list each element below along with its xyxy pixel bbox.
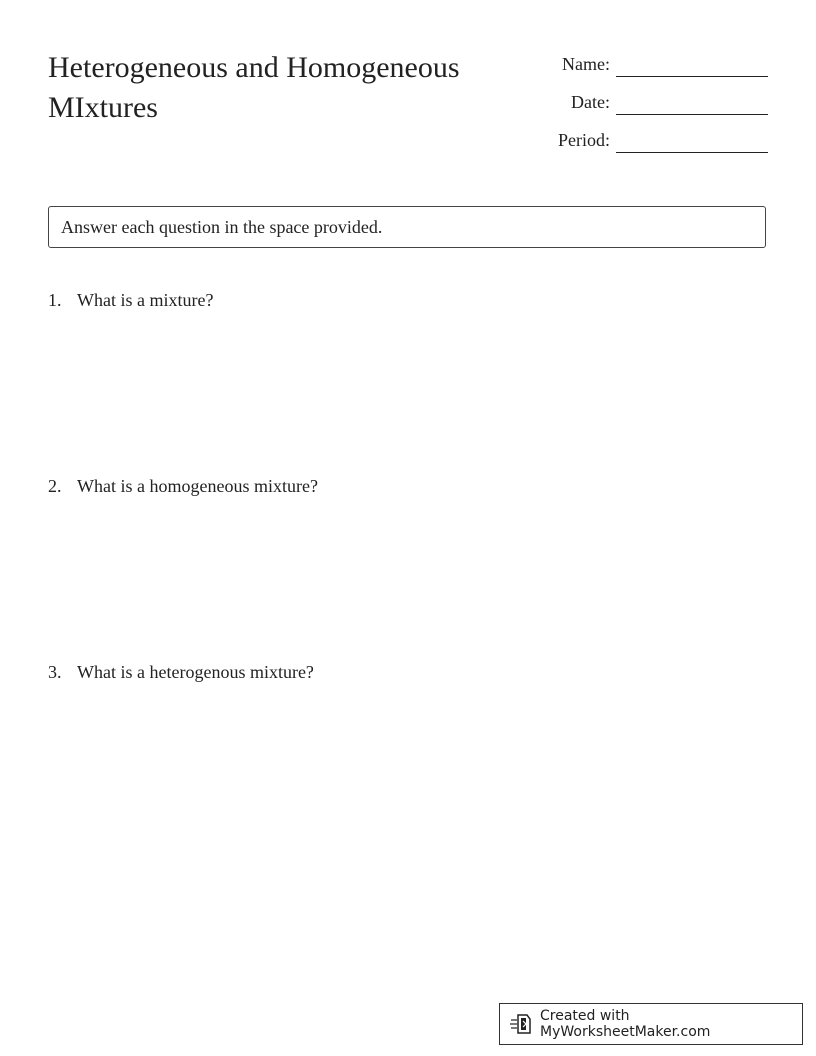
name-field (520, 52, 768, 90)
question-text: What is a homogeneous mixture? (77, 476, 318, 496)
name-label: Name: (562, 54, 610, 74)
date-label: Date: (571, 92, 610, 112)
footer-badge[interactable] (499, 1003, 803, 1045)
question-number: 1. (48, 290, 62, 310)
question-item (48, 660, 314, 684)
period-label: Period: (558, 130, 610, 150)
student-info-fields (520, 52, 768, 166)
question-number: 2. (48, 476, 62, 496)
name-blank-line (616, 76, 768, 77)
period-field (520, 128, 768, 166)
question-text: What is a heterogenous mixture? (77, 662, 314, 682)
question-text: What is a mixture? (77, 290, 214, 310)
date-blank-line (616, 114, 768, 115)
question-number: 3. (48, 662, 62, 682)
period-blank-line (616, 152, 768, 153)
worksheet-maker-logo-icon (510, 1013, 532, 1035)
question-item (48, 288, 213, 312)
date-field (520, 90, 768, 128)
instructions-box: Answer each question in the space provided. (48, 206, 766, 248)
page-title: Heterogeneous and Homogeneous MIxtures (48, 51, 460, 124)
footer-text[interactable]: Created with MyWorksheetMaker.com (540, 1008, 711, 1040)
question-item (48, 474, 318, 498)
